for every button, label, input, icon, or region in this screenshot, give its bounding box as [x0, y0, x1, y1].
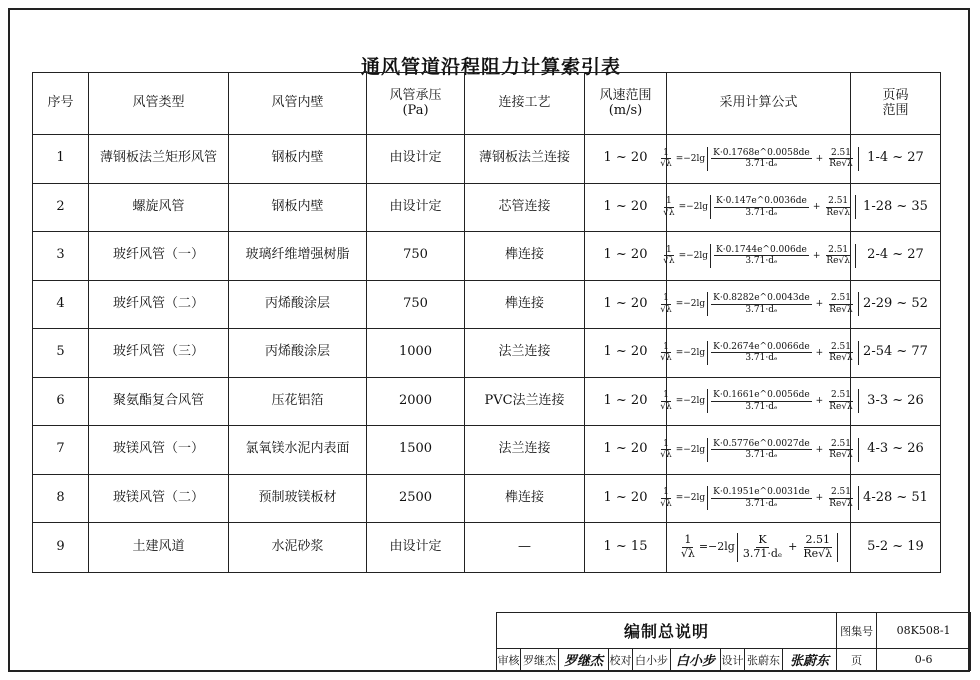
roughness-term	[741, 534, 784, 560]
formula-plus: +	[815, 347, 824, 358]
cell-pressure: 由设计定	[367, 135, 465, 184]
cell-seq: 6	[33, 377, 89, 426]
header-page	[851, 73, 941, 135]
formula-equals: =−2lg	[678, 202, 709, 213]
roughness-numerator: K·0.1768e^0.0058de	[713, 147, 810, 158]
formula-bracket	[707, 292, 859, 316]
cell-connection: 榫连接	[465, 474, 585, 523]
cell-pressure: 750	[367, 280, 465, 329]
cell-page-range: 2-54 ~ 77	[851, 329, 941, 378]
cell-speed: 1 ~ 15	[585, 523, 667, 573]
formula-plus: +	[815, 444, 824, 455]
cell-connection: 法兰连接	[465, 329, 585, 378]
cell-inner-wall: 预制玻镁板材	[229, 474, 367, 523]
title-block	[496, 612, 971, 671]
lhs-denominator: √λ	[660, 498, 672, 509]
cell-duct-type: 玻纤风管（三）	[89, 329, 229, 378]
atlas-number: 08K508-1	[877, 613, 971, 649]
lhs-fraction	[661, 245, 676, 267]
header-speed-label: 风速范围	[599, 87, 652, 103]
cell-duct-type: 玻纤风管（二）	[89, 280, 229, 329]
lhs-numerator: 1	[663, 147, 669, 158]
cell-formula	[663, 183, 851, 232]
cell-page-range: 1-28 ~ 35	[851, 183, 941, 232]
header-seq: 序号	[33, 73, 89, 135]
reynolds-term	[827, 390, 855, 412]
cell-seq: 8	[33, 474, 89, 523]
cell-duct-type: 玻镁风管（一）	[89, 426, 229, 475]
cell-inner-wall: 水泥砂浆	[229, 523, 367, 573]
cell-formula	[667, 523, 851, 573]
formula-bracket	[710, 244, 856, 268]
header-inner-wall: 风管内壁	[229, 73, 367, 135]
roughness-numerator: K·0.5776e^0.0027de	[713, 438, 810, 449]
roughness-numerator: K·0.2674e^0.0066de	[713, 341, 810, 352]
formula-equals: =−2lg	[675, 444, 706, 455]
designer-signature: 张蔚东	[783, 649, 837, 671]
reynolds-denominator: Re√λ	[829, 304, 853, 315]
formula-plus: +	[815, 299, 824, 310]
formula-equals: =−2lg	[678, 250, 709, 261]
cell-connection: PVC法兰连接	[465, 377, 585, 426]
page-label: 页	[837, 649, 877, 671]
cell-inner-wall: 钢板内壁	[229, 135, 367, 184]
table-title: 通风管道沿程阻力计算索引表	[360, 56, 621, 78]
table-row	[33, 329, 941, 378]
lhs-fraction	[658, 439, 673, 461]
cell-speed: 1 ~ 20	[585, 280, 667, 329]
reynolds-denominator: Re√λ	[826, 256, 850, 267]
header-row	[33, 73, 941, 135]
design-label: 设计	[721, 649, 745, 671]
lhs-denominator: √λ	[663, 207, 675, 218]
reynolds-numerator: 2.51	[828, 196, 849, 207]
checker-signature: 白小步	[671, 649, 721, 671]
cell-inner-wall: 丙烯酸涂层	[229, 329, 367, 378]
lhs-numerator: 1	[663, 341, 669, 352]
cell-pressure: 2500	[367, 474, 465, 523]
reynolds-denominator: Re√λ	[829, 401, 853, 412]
formula-equals: =−2lg	[675, 299, 706, 310]
cell-seq: 3	[33, 232, 89, 281]
lhs-denominator: √λ	[660, 401, 672, 412]
roughness-term	[714, 245, 809, 267]
lhs-numerator: 1	[665, 196, 672, 207]
cell-duct-type: 聚氨酯复合风管	[89, 377, 229, 426]
lhs-numerator: 1	[684, 533, 692, 547]
cell-page-range: 3-3 ~ 26	[851, 377, 941, 426]
reynolds-numerator: 2.51	[830, 438, 852, 449]
table-row	[33, 232, 941, 281]
resistance-index-table	[32, 72, 941, 573]
formula-equals: =−2lg	[675, 396, 706, 407]
formula-equals: =−2lg	[675, 493, 706, 504]
table-row	[33, 183, 941, 232]
formula-bracket	[707, 389, 859, 413]
friction-formula	[660, 389, 853, 413]
cell-formula	[660, 377, 853, 426]
roughness-term	[714, 196, 809, 218]
cell-page-range: 2-29 ~ 52	[851, 280, 941, 329]
cell-page-range: 1-4 ~ 27	[851, 135, 941, 184]
header-pressure	[367, 73, 465, 135]
formula-equals: =−2lg	[675, 347, 706, 358]
roughness-denominator: 3.71·dₑ	[745, 159, 778, 170]
header-page-line2: 范围	[882, 102, 909, 118]
formula-plus: +	[815, 493, 824, 504]
table-row	[33, 280, 941, 329]
lhs-denominator: √λ	[660, 159, 672, 170]
table-row	[33, 135, 941, 184]
table-body	[33, 135, 941, 573]
reynolds-term	[827, 293, 855, 315]
reynolds-term	[827, 342, 855, 364]
lhs-denominator: √λ	[663, 256, 675, 267]
friction-formula	[660, 438, 853, 462]
roughness-denominator: 3.71·dₑ	[742, 547, 783, 560]
formula-bracket	[710, 195, 856, 219]
roughness-numerator: K·0.8282e^0.0043de	[713, 293, 810, 304]
roughness-term	[711, 487, 812, 509]
lhs-fraction	[658, 487, 673, 509]
cell-formula	[660, 135, 853, 184]
cell-speed: 1 ~ 20	[585, 329, 667, 378]
roughness-numerator: K·0.147e^0.0036de	[716, 196, 807, 207]
formula-bracket	[737, 533, 838, 561]
header-speed	[585, 73, 667, 135]
cell-page-range: 4-28 ~ 51	[851, 474, 941, 523]
designer-name: 张蔚东	[745, 649, 783, 671]
cell-duct-type: 玻纤风管（一）	[89, 232, 229, 281]
roughness-numerator: K·0.1661e^0.0056de	[713, 390, 810, 401]
friction-formula	[663, 244, 850, 268]
cell-connection: 榫连接	[465, 232, 585, 281]
atlas-number-label: 图集号	[837, 613, 877, 649]
formula-equals: =−2lg	[675, 153, 706, 164]
formula-bracket	[707, 438, 859, 462]
cell-formula	[660, 329, 853, 378]
lhs-numerator: 1	[665, 244, 672, 255]
cell-page-range: 2-4 ~ 27	[851, 232, 941, 281]
reynolds-denominator: Re√λ	[829, 498, 853, 509]
cell-duct-type: 薄钢板法兰矩形风管	[89, 135, 229, 184]
friction-formula	[660, 486, 853, 510]
header-formula: 采用计算公式	[667, 73, 851, 135]
lhs-numerator: 1	[663, 438, 669, 449]
reynolds-numerator: 2.51	[830, 341, 852, 352]
reynolds-denominator: Re√λ	[829, 159, 853, 170]
cell-page-range: 5-2 ~ 19	[851, 523, 941, 573]
lhs-fraction	[661, 196, 676, 218]
lhs-fraction	[658, 148, 673, 170]
roughness-denominator: 3.71·dₑ	[745, 450, 778, 461]
lhs-fraction	[658, 342, 673, 364]
lhs-denominator: √λ	[660, 353, 672, 364]
check-label: 校对	[609, 649, 633, 671]
cell-formula	[660, 474, 853, 523]
cell-formula	[660, 280, 853, 329]
roughness-denominator: 3.71·dₑ	[745, 207, 778, 218]
lhs-numerator: 1	[663, 487, 669, 498]
cell-duct-type: 土建风道	[89, 523, 229, 573]
roughness-numerator: K	[758, 533, 767, 547]
cell-speed: 1 ~ 20	[585, 183, 667, 232]
checker-name: 白小步	[633, 649, 671, 671]
lhs-numerator: 1	[663, 390, 669, 401]
friction-formula	[660, 147, 853, 171]
cell-pressure: 1000	[367, 329, 465, 378]
table-row	[33, 474, 941, 523]
roughness-term	[711, 390, 812, 412]
lhs-numerator: 1	[663, 293, 669, 304]
cell-connection: 法兰连接	[465, 426, 585, 475]
reynolds-term	[824, 196, 852, 218]
cell-pressure: 750	[367, 232, 465, 281]
cell-inner-wall: 压花铝箔	[229, 377, 367, 426]
formula-bracket	[707, 341, 859, 365]
cell-speed: 1 ~ 20	[585, 377, 667, 426]
cell-seq: 1	[33, 135, 89, 184]
lhs-fraction	[658, 293, 673, 315]
cell-seq: 5	[33, 329, 89, 378]
cell-speed: 1 ~ 20	[585, 135, 667, 184]
reynolds-denominator: Re√λ	[829, 450, 853, 461]
reynolds-numerator: 2.51	[830, 487, 852, 498]
reynolds-term	[827, 439, 855, 461]
roughness-denominator: 3.71·dₑ	[745, 498, 778, 509]
cell-pressure: 1500	[367, 426, 465, 475]
table-row	[33, 426, 941, 475]
reynolds-denominator: Re√λ	[803, 547, 833, 560]
reynolds-numerator: 2.51	[830, 293, 852, 304]
roughness-term	[711, 148, 812, 170]
roughness-denominator: 3.71·dₑ	[745, 353, 778, 364]
cell-pressure: 由设计定	[367, 523, 465, 573]
cell-connection: 薄钢板法兰连接	[465, 135, 585, 184]
roughness-term	[711, 439, 812, 461]
reynolds-term	[801, 534, 834, 560]
reynolds-numerator: 2.51	[830, 147, 852, 158]
cell-pressure: 2000	[367, 377, 465, 426]
formula-plus: +	[815, 396, 824, 407]
roughness-denominator: 3.71·dₑ	[745, 304, 778, 315]
header-connection: 连接工艺	[465, 73, 585, 135]
reviewer-signature: 罗继杰	[559, 649, 609, 671]
lhs-denominator: √λ	[660, 304, 672, 315]
roughness-numerator: K·0.1744e^0.006de	[716, 244, 807, 255]
cell-connection: —	[465, 523, 585, 573]
lhs-denominator: √λ	[660, 450, 672, 461]
reynolds-term	[824, 245, 852, 267]
roughness-numerator: K·0.1951e^0.0031de	[713, 487, 810, 498]
cell-seq: 7	[33, 426, 89, 475]
title-block-heading: 编制总说明	[497, 613, 837, 649]
table-row	[33, 377, 941, 426]
friction-formula	[667, 533, 850, 561]
friction-formula	[660, 341, 853, 365]
cell-pressure: 由设计定	[367, 183, 465, 232]
page-number: 0-6	[877, 649, 971, 671]
cell-formula	[660, 426, 853, 475]
formula-bracket	[707, 486, 859, 510]
cell-speed: 1 ~ 20	[585, 426, 667, 475]
cell-speed: 1 ~ 20	[585, 232, 667, 281]
friction-formula	[663, 195, 850, 219]
cell-duct-type: 螺旋风管	[89, 183, 229, 232]
cell-inner-wall: 丙烯酸涂层	[229, 280, 367, 329]
formula-plus: +	[812, 202, 821, 213]
reynolds-denominator: Re√λ	[829, 353, 853, 364]
cell-seq: 2	[33, 183, 89, 232]
header-pressure-unit: (Pa)	[402, 102, 429, 118]
header-page-line1: 页码	[882, 87, 909, 103]
cell-seq: 4	[33, 280, 89, 329]
cell-page-range: 4-3 ~ 26	[851, 426, 941, 475]
formula-equals: =−2lg	[698, 540, 735, 554]
cell-inner-wall: 氯氧镁水泥内表面	[229, 426, 367, 475]
cell-connection: 榫连接	[465, 280, 585, 329]
reviewer-name: 罗继杰	[521, 649, 559, 671]
reynolds-numerator: 2.51	[830, 390, 852, 401]
header-duct-type: 风管类型	[89, 73, 229, 135]
lhs-fraction	[658, 390, 673, 412]
table-row	[33, 523, 941, 573]
formula-bracket	[707, 147, 859, 171]
formula-plus: +	[812, 250, 821, 261]
cell-connection: 芯管连接	[465, 183, 585, 232]
lhs-denominator: √λ	[680, 547, 695, 560]
reynolds-numerator: 2.51	[805, 533, 830, 547]
cell-formula	[663, 232, 851, 281]
friction-formula	[660, 292, 853, 316]
review-label: 审核	[497, 649, 521, 671]
cell-inner-wall: 玻璃纤维增强树脂	[229, 232, 367, 281]
header-speed-unit: (m/s)	[608, 102, 643, 118]
lhs-fraction	[679, 534, 697, 560]
reynolds-numerator: 2.51	[828, 244, 849, 255]
cell-duct-type: 玻镁风管（二）	[89, 474, 229, 523]
reynolds-term	[827, 487, 855, 509]
cell-speed: 1 ~ 20	[585, 474, 667, 523]
roughness-term	[711, 342, 812, 364]
reynolds-term	[827, 148, 855, 170]
cell-seq: 9	[33, 523, 89, 573]
reynolds-denominator: Re√λ	[826, 207, 850, 218]
roughness-denominator: 3.71·dₑ	[745, 256, 778, 267]
formula-plus: +	[815, 153, 824, 164]
formula-plus: +	[788, 540, 798, 554]
roughness-denominator: 3.71·dₑ	[745, 401, 778, 412]
header-pressure-label: 风管承压	[389, 87, 442, 103]
cell-inner-wall: 钢板内壁	[229, 183, 367, 232]
roughness-term	[711, 293, 812, 315]
